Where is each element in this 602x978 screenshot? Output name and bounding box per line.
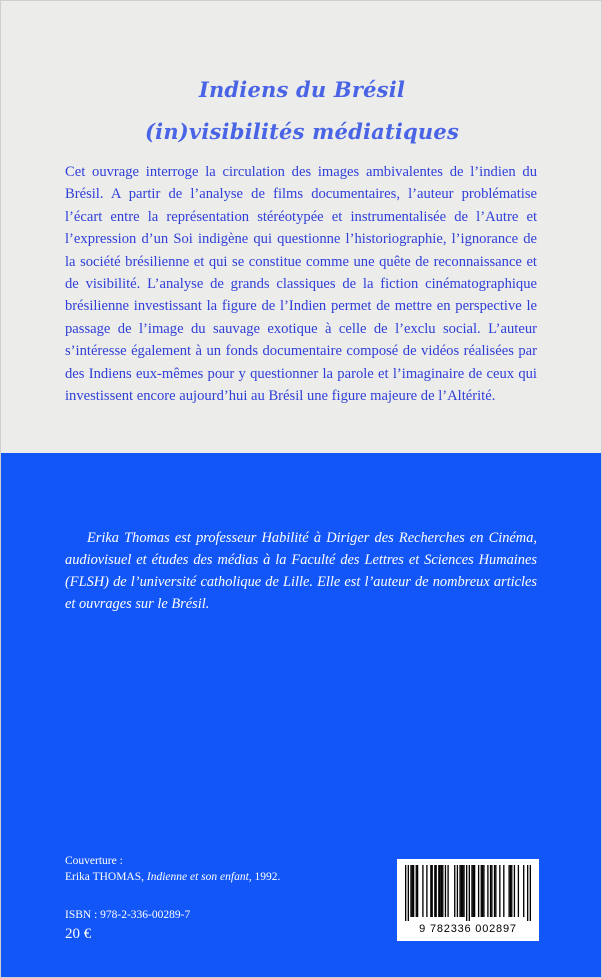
barcode-bar [483, 865, 484, 917]
barcode-bar [410, 865, 411, 917]
barcode-bar [481, 865, 482, 917]
barcode-bar [462, 865, 463, 917]
barcode-digits: 9 782336 002897 [419, 923, 517, 935]
barcode-bar [469, 865, 470, 921]
barcode-bar [426, 865, 427, 917]
barcode-bars [405, 865, 531, 921]
barcode-bar [482, 865, 483, 917]
barcode-bar [530, 865, 531, 921]
barcode-bar [461, 865, 462, 917]
barcode [397, 859, 539, 941]
barcode-bar [417, 865, 418, 917]
barcode-bar [442, 865, 443, 917]
barcode-bar [412, 865, 413, 917]
barcode-bar [474, 865, 475, 917]
book-title: Indiens du Brésil [198, 77, 406, 102]
barcode-bar [459, 865, 460, 917]
cover-artist: Erika THOMAS, [65, 871, 145, 883]
book-summary: Cet ouvrage interroge la circulation des images ambivalentes de l’indien du Brésil. A partir de l’analyse de films documentaires, l’auteur problématise l’écart entre la représentation stéréotypée et instrumentalisée de l’Autre et l’expression d’un Soi indigène qui questionne l’historiographie, l’ignorance de la société brésilienne et qui se constitue comme une quête de reconnaissance et de visibilité. L’analyse de grands classiques de la fiction cinématographique brésilienne investissant la figure de l’Indien permet de mettre en perspective le passage de l’image du sauvage exotique à celle de l’exclu social. L’auteur s’intéresse également à un fonds documentaire composé de vidéos réalisées par des Indiens eux-mêmes pour y questionner la parole et l’imaginaire de ceux qui investissent encore aujourd’hui au Brésil une figure majeure de l’Altérité. [65, 164, 537, 405]
price: 20 € [65, 926, 92, 942]
barcode-bar [422, 865, 423, 917]
barcode-bar [430, 865, 431, 917]
barcode-bar [408, 865, 409, 921]
barcode-bar [518, 865, 519, 917]
barcode-bar [457, 865, 458, 917]
barcode-bar [523, 865, 524, 917]
barcode-bar [508, 865, 509, 917]
isbn-number: ISBN : 978-2-336-00289-7 [65, 909, 191, 921]
barcode-bar [491, 865, 492, 917]
barcode-bar [510, 865, 511, 917]
barcode-bar [441, 865, 442, 917]
barcode-bar [471, 865, 472, 917]
barcode-bar [416, 865, 417, 917]
barcode-bar [490, 865, 491, 917]
barcode-bar [494, 865, 495, 917]
barcode-bar [503, 865, 504, 917]
barcode-bar [445, 865, 446, 917]
barcode-bar [438, 865, 439, 917]
barcode-bar [478, 865, 479, 917]
barcode-bar [514, 865, 515, 917]
barcode-bar [511, 865, 512, 917]
barcode-bar [473, 865, 474, 917]
barcode-bar [499, 865, 500, 917]
barcode-bar [439, 865, 440, 917]
barcode-bar [436, 865, 437, 917]
barcode-bar [434, 865, 435, 917]
barcode-bar [447, 865, 448, 917]
barcode-bar [495, 865, 496, 917]
barcode-bar [454, 865, 455, 917]
author-bio: Erika Thomas est professeur Habilité à Diriger des Recherches en Cinéma, audiovisuel et études des médias à la Faculté des Lettres et Sciences Humaines (FLSH) de l’université catholique de Lille. Elle est l’auteur de nombreux articles et ouvrages sur le Brésil. [65, 530, 537, 612]
barcode-bar [432, 865, 433, 917]
cover-work-title: Indienne et son enfant, [146, 871, 252, 883]
barcode-bar [463, 865, 464, 917]
barcode-bar [487, 865, 488, 917]
book-subtitle: (in)visibilités médiatiques [145, 119, 459, 144]
cover-year: 1992. [254, 871, 281, 883]
cover-label: Couverture : [65, 855, 123, 867]
barcode-bar [466, 865, 467, 921]
barcode-bar [527, 865, 528, 921]
cover-credit [65, 869, 280, 885]
barcode-bar [413, 865, 414, 917]
barcode-bar [405, 865, 406, 921]
